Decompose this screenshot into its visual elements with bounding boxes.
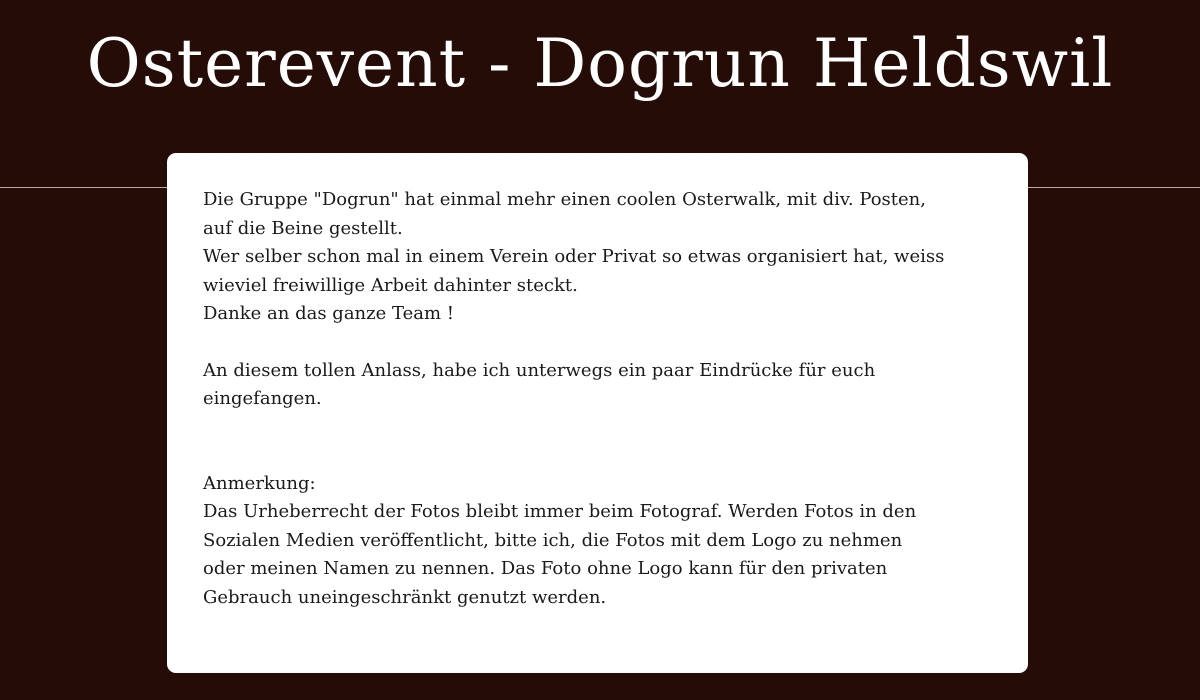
- intro-line: Die Gruppe "Dogrun" hat einmal mehr einen coolen Osterwalk, mit div. Posten,: [203, 189, 926, 210]
- page-title: Osterevent - Dogrun Heldswil: [86, 25, 1114, 102]
- note-line: oder meinen Namen zu nennen. Das Foto ohne Logo kann für den privaten: [203, 558, 888, 579]
- intro-line: auf die Beine gestellt.: [203, 217, 403, 239]
- note-line: Das Urheberrecht der Fotos bleibt immer beim Fotograf. Werden Fotos in den: [203, 501, 917, 522]
- impressions-line: eingefangen.: [203, 388, 322, 409]
- impressions-line: An diesem tollen Anlass, habe ich unterwegs ein paar Eindrücke für euch: [203, 359, 876, 381]
- paragraph-spacer: [203, 414, 992, 470]
- content-card: [167, 153, 1028, 673]
- intro-line: Danke an das ganze Team !: [203, 303, 455, 324]
- paragraph-spacer: [203, 329, 992, 357]
- note-heading: Anmerkung:: [203, 472, 316, 494]
- note-line: Sozialen Medien veröffentlicht, bitte ich, die Fotos mit dem Logo zu nehmen: [203, 529, 903, 551]
- note-line: Gebrauch uneingeschränkt genutzt werden.: [203, 586, 607, 608]
- intro-line: wieviel freiwillige Arbeit dahinter steckt.: [203, 274, 578, 296]
- intro-line: Wer selber schon mal in einem Verein oder Privat so etwas organisiert hat, weiss: [203, 246, 945, 267]
